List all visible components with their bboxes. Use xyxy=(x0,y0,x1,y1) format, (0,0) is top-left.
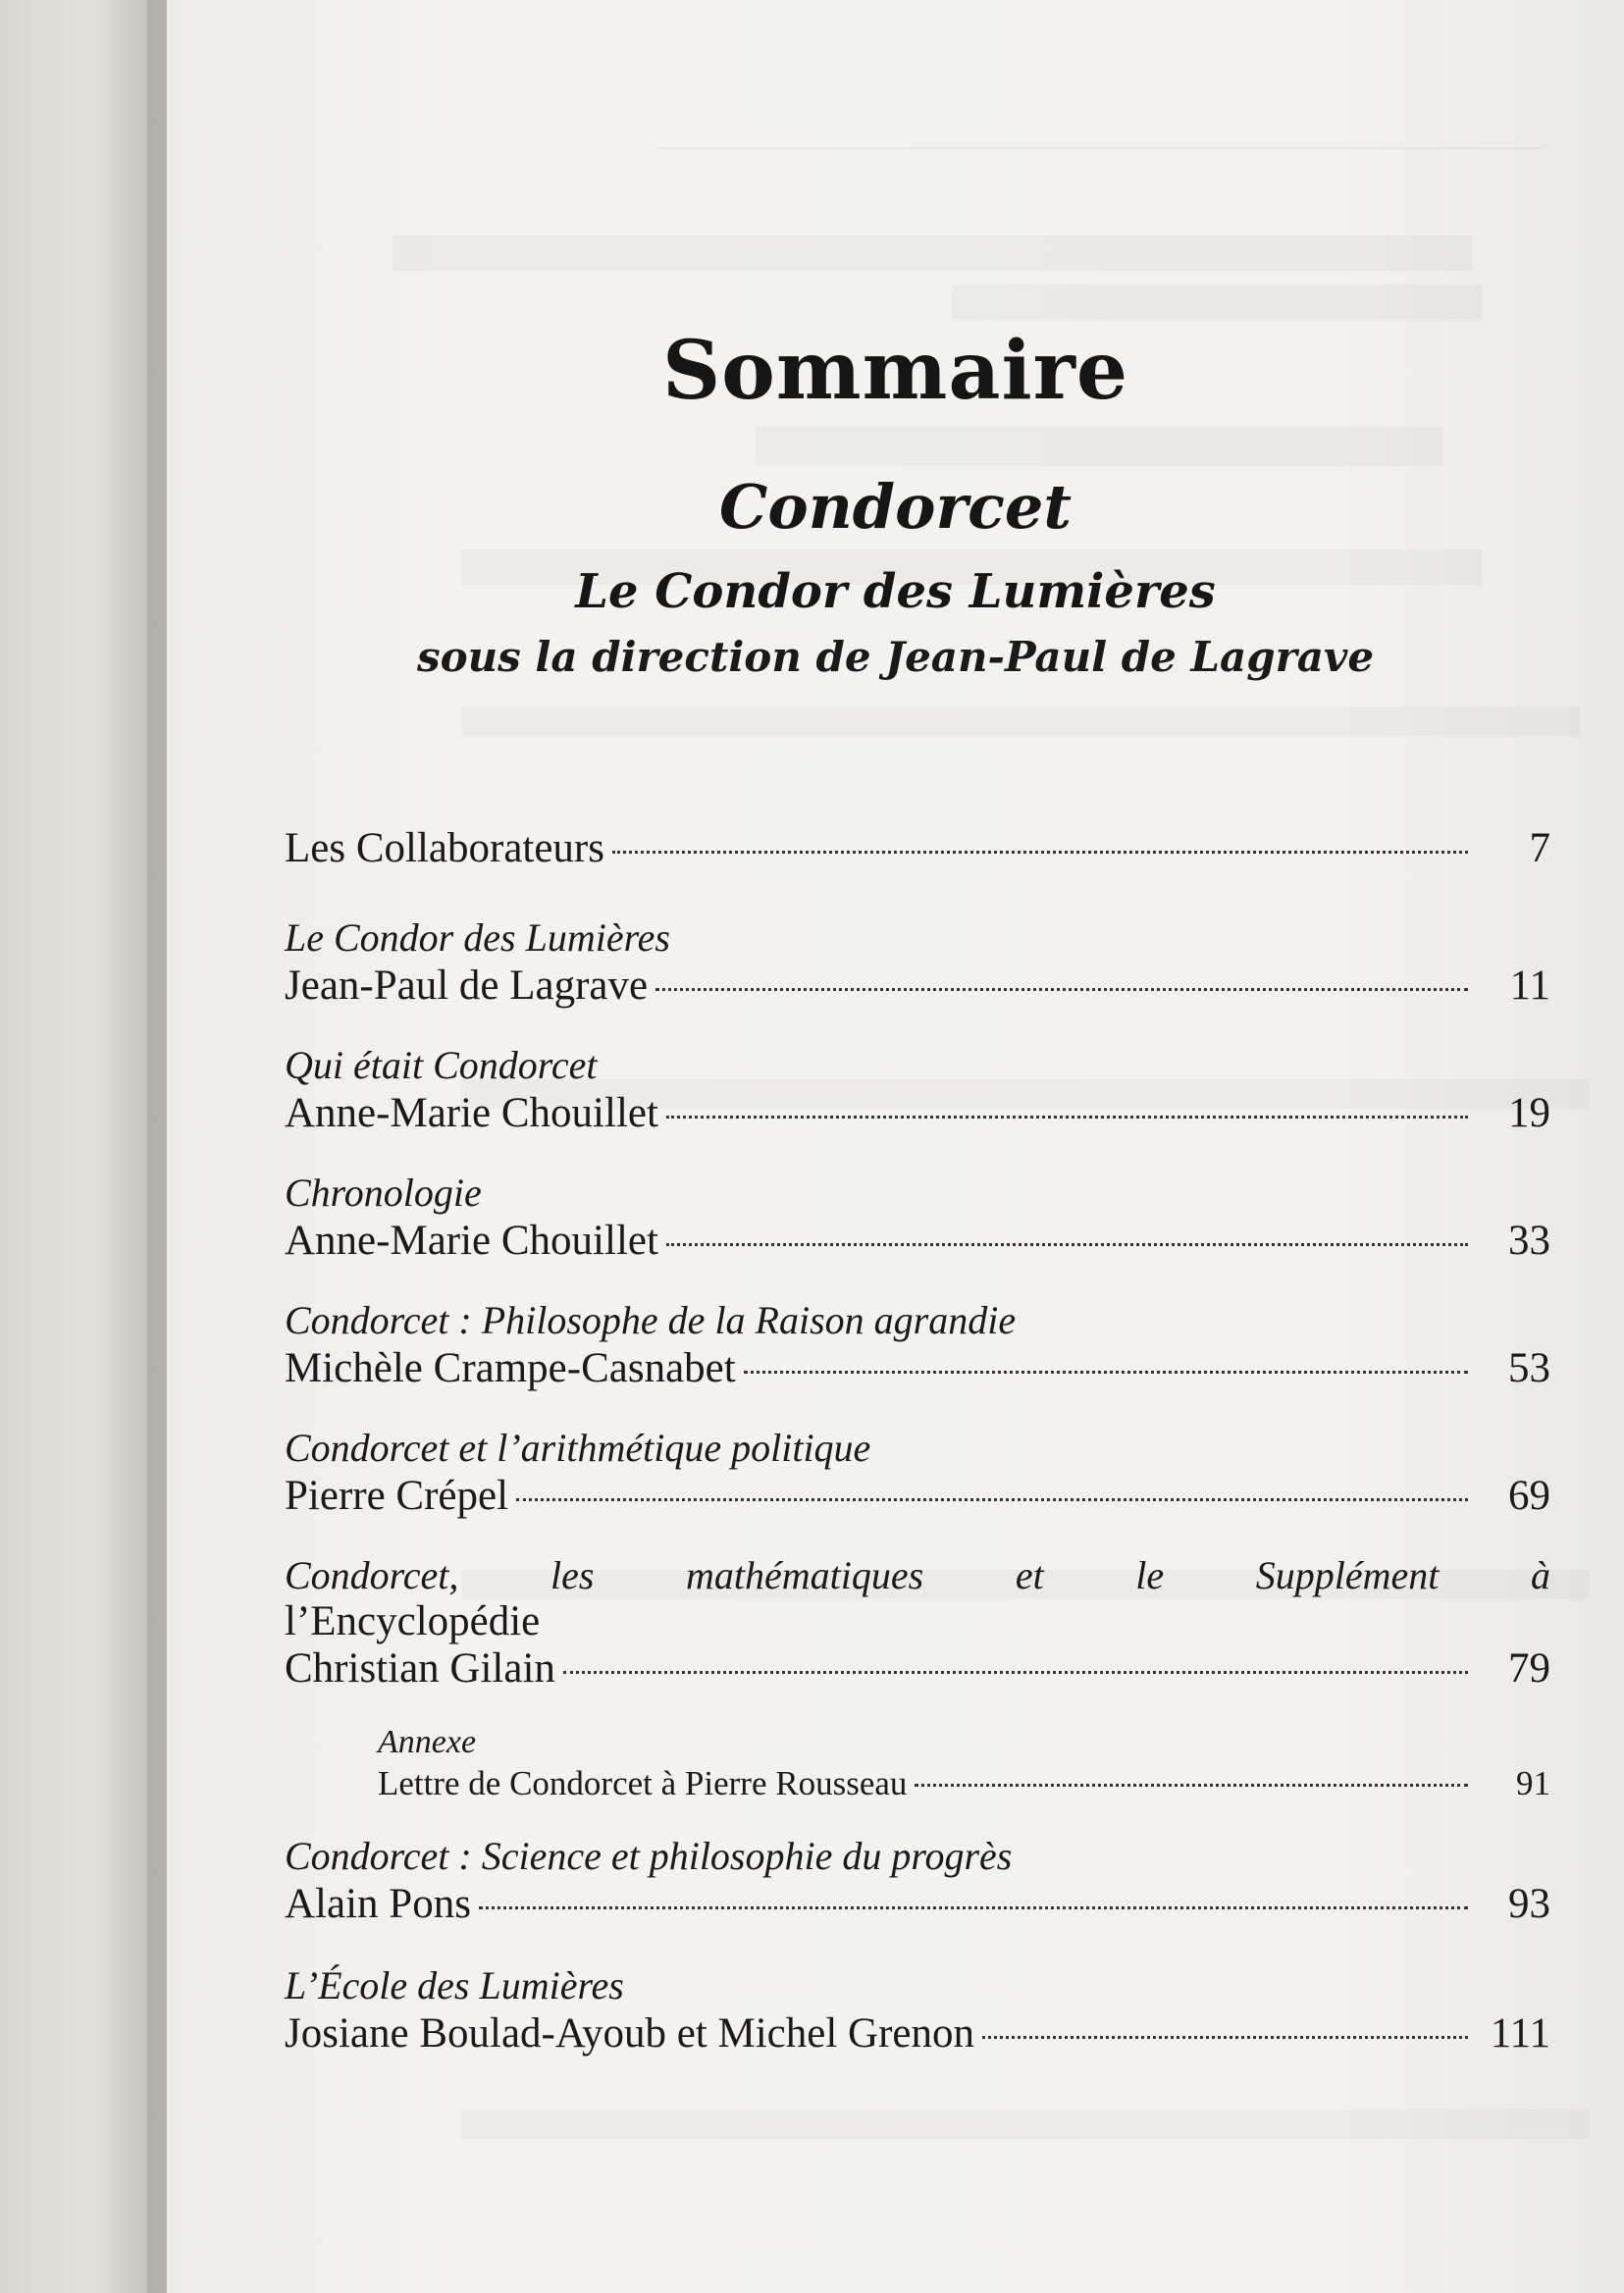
dot-leader xyxy=(563,1671,1468,1674)
toc-entry xyxy=(285,1170,1550,1266)
dot-leader xyxy=(655,988,1468,991)
toc-article-title: Le Condor des Lumières xyxy=(285,915,670,960)
toc-page-number: 11 xyxy=(1509,963,1550,1009)
toc-entry xyxy=(285,824,1550,873)
toc-page-number: 7 xyxy=(1529,825,1550,871)
dot-leader xyxy=(666,1116,1468,1119)
toc-entry xyxy=(285,1297,1550,1393)
toc-author: Lettre de Condorcet à Pierre Rousseau xyxy=(378,1764,908,1802)
toc-entry xyxy=(285,1552,1550,1694)
dot-leader xyxy=(479,1906,1468,1909)
dot-leader xyxy=(915,1784,1468,1787)
dot-leader xyxy=(612,851,1468,854)
toc-page-number: 91 xyxy=(1516,1764,1550,1802)
toc-entry-annex xyxy=(285,1723,1550,1805)
toc-page-number: 111 xyxy=(1490,2010,1550,2057)
toc-author: Anne-Marie Chouillet xyxy=(285,1090,658,1136)
dot-leader xyxy=(516,1498,1468,1501)
toc-article-title: Annexe xyxy=(378,1724,477,1760)
toc-page-number: 19 xyxy=(1508,1090,1550,1136)
toc-article-title: Chronologie xyxy=(285,1171,482,1215)
toc-article-title: L’École des Lumières xyxy=(285,1963,624,2007)
toc-article-title: Qui était Condorcet xyxy=(285,1043,598,1087)
issue-subtitle-secondary: Le Condor des Lumières xyxy=(575,564,1216,619)
toc-page-number: 33 xyxy=(1508,1218,1550,1264)
toc-entry xyxy=(285,914,1550,1011)
toc-author: Anne-Marie Chouillet xyxy=(285,1218,658,1264)
table-of-contents xyxy=(285,824,1550,2058)
page-title: Sommaire xyxy=(661,324,1129,418)
toc-author: Pierre Crépel xyxy=(285,1473,509,1519)
dot-leader xyxy=(666,1243,1468,1246)
toc-page-number: 69 xyxy=(1508,1473,1550,1519)
dot-leader xyxy=(982,2036,1468,2039)
toc-entry xyxy=(285,1425,1550,1521)
toc-entry-label: Les Collaborateurs xyxy=(285,825,604,871)
toc-page-number: 79 xyxy=(1508,1645,1550,1692)
toc-author: Jean-Paul de Lagrave xyxy=(285,963,649,1009)
toc-page-number: 93 xyxy=(1508,1881,1550,1927)
toc-article-title-continued: l’Encyclopédie xyxy=(285,1598,541,1644)
editor-credit: sous la direction de Jean-Paul de Lagrave xyxy=(416,633,1375,681)
dot-leader xyxy=(744,1371,1468,1374)
toc-entry xyxy=(285,1962,1550,2058)
toc-article-title: Condorcet et l’arithmétique politique xyxy=(285,1426,871,1470)
toc-author: Alain Pons xyxy=(285,1881,471,1927)
toc-entry xyxy=(285,1833,1550,1929)
issue-subtitle: Condorcet xyxy=(719,471,1072,543)
toc-article-title: Condorcet : Science et philosophie du progrès xyxy=(285,1834,1013,1878)
facing-page-edge xyxy=(0,0,167,2293)
toc-author: Josiane Boulad-Ayoub et Michel Grenon xyxy=(285,2010,975,2057)
toc-author: Michèle Crampe-Casnabet xyxy=(285,1345,736,1391)
toc-article-title: Condorcet, les mathématiques et le Supplément à xyxy=(285,1553,1550,1597)
toc-author: Christian Gilain xyxy=(285,1645,555,1692)
toc-entry xyxy=(285,1042,1550,1138)
toc-article-title: Condorcet : Philosophe de la Raison agrandie xyxy=(285,1298,1017,1342)
toc-page-number: 53 xyxy=(1508,1345,1550,1391)
book-page xyxy=(167,0,1624,2293)
